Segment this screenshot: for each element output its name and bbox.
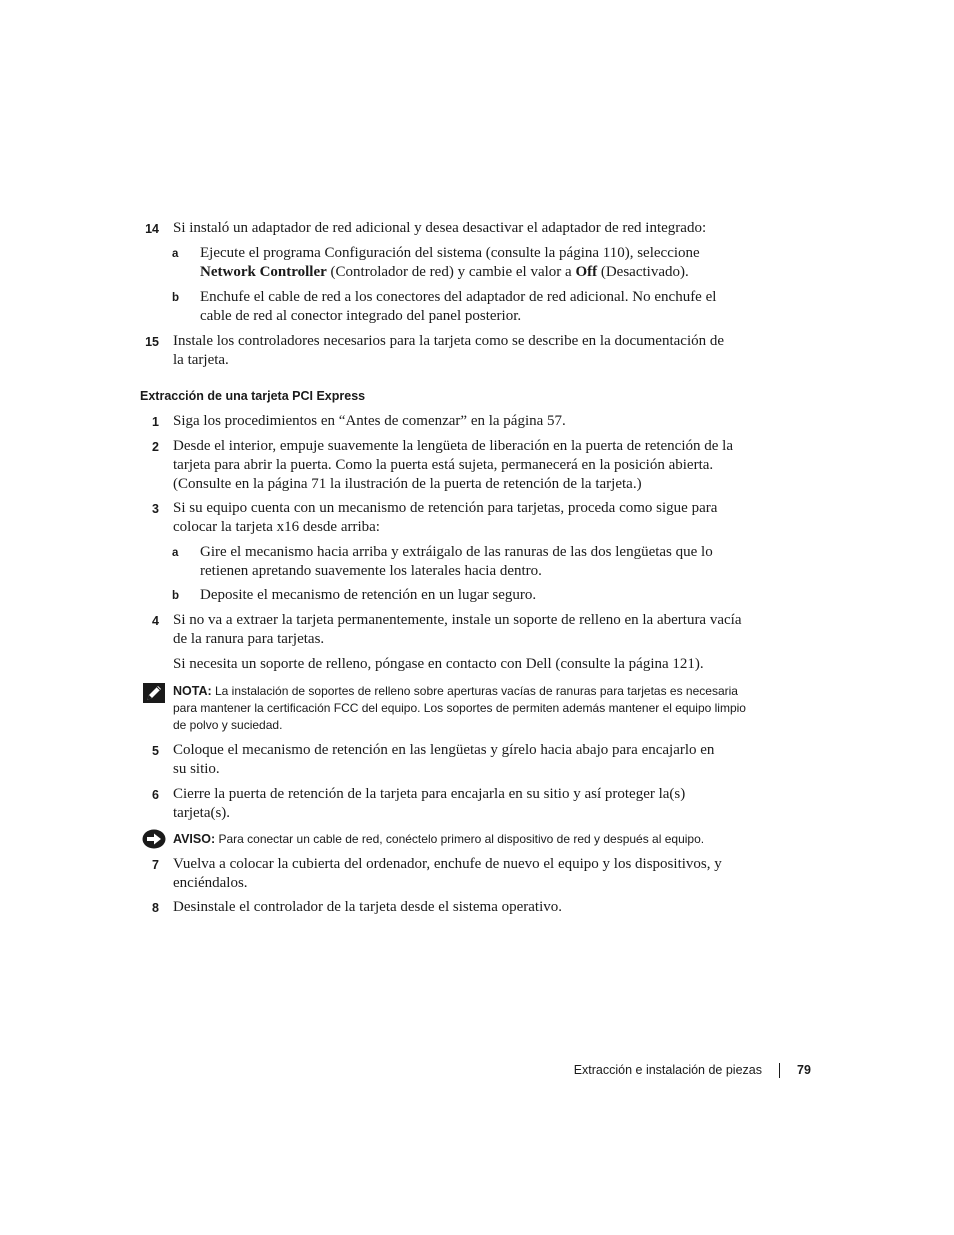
step-number: 5 [152, 744, 159, 758]
step-number: 15 [145, 335, 159, 349]
step-number: 14 [145, 222, 159, 236]
step-extra-text: Si necesita un soporte de relleno, póngase en contacto con Dell (consulte la página 121). [173, 656, 704, 672]
footer-section-title: Extracción e instalación de piezas [573, 1063, 762, 1077]
note-pencil-icon [143, 683, 165, 708]
step-text: Cierre la puerta de retención de la tarjeta para encajarla en su sitio y así proteger la(s) tarjeta(s). [173, 786, 686, 821]
section-heading: Extracción de una tarjeta PCI Express [140, 389, 366, 403]
step-text: Si instaló un adaptador de red adicional y desea desactivar el adaptador de red integrado: [173, 220, 707, 236]
substep-letter: a [172, 248, 179, 260]
substep-text: Deposite el mecanismo de retención en un lugar seguro. [200, 587, 537, 603]
step-number: 7 [152, 858, 159, 872]
substep-letter: b [172, 292, 180, 304]
step-number: 1 [152, 415, 159, 429]
step-number: 4 [152, 614, 159, 628]
substep-text: Ejecute el programa Configuración del sistema (consulte la página 110), seleccione Network Controller (Controlador de red) y cambie el valor a Off (Desactivado). [200, 245, 700, 280]
substep-letter: b [172, 590, 180, 602]
substep-text: Gire el mecanismo hacia arriba y extráigalo de las ranuras de las dos lengüetas que lo retienen apretando suavemente los laterales hacia dentro. [200, 544, 713, 579]
substep-letter: a [172, 547, 179, 559]
footer-separator [779, 1063, 780, 1078]
step-number: 2 [152, 440, 159, 454]
step-number: 6 [152, 788, 159, 802]
step-text: Si su equipo cuenta con un mecanismo de retención para tarjetas, proceda como sigue para colocar la tarjeta x16 desde arriba: [173, 500, 718, 535]
step-text: Desinstale el controlador de la tarjeta desde el sistema operativo. [173, 899, 563, 915]
step-text: Vuelva a colocar la cubierta del ordenador, enchufe de nuevo el equipo y los dispositivos, y enciéndalos. [173, 856, 722, 891]
page-number: 79 [797, 1063, 811, 1077]
notice-callout: AVISO: Para conectar un cable de red, conéctelo primero al dispositivo de red y después al equipo. [173, 832, 705, 846]
substep-text: Enchufe el cable de red a los conectores del adaptador de red adicional. No enchufe el cable de red al conector integrado del panel posterior. [200, 289, 717, 324]
step-text: Si no va a extraer la tarjeta permanentemente, instale un soporte de relleno en la abertura vacía de la ranura para tarjetas. [173, 612, 742, 647]
step-number: 3 [152, 502, 159, 516]
step-number: 8 [152, 901, 159, 915]
notice-arrow-icon [142, 829, 166, 854]
step-text: Siga los procedimientos en “Antes de comenzar” en la página 57. [173, 413, 566, 429]
note-callout: NOTA: La instalación de soportes de relleno sobre aperturas vacías de ranuras para tarjetas es necesaria para mantener la certificación FCC del equipo. Los soportes de permiten además mantener el equipo limpio de polvo y suciedad. [173, 684, 746, 732]
step-text: Instale los controladores necesarios para la tarjeta como se describe en la documentación de la tarjeta. [173, 333, 725, 368]
step-text: Desde el interior, empuje suavemente la lengüeta de liberación en la puerta de retención de la tarjeta para abrir la puerta. Como la puerta está sujeta, permanecerá en la posición abierta. (Consulte en la página 71 la ilustración de la puerta de retención de la tarjeta.) [173, 438, 733, 492]
step-text: Coloque el mecanismo de retención en las lengüetas y gírelo hacia abajo para encajarlo en su sitio. [173, 742, 715, 777]
